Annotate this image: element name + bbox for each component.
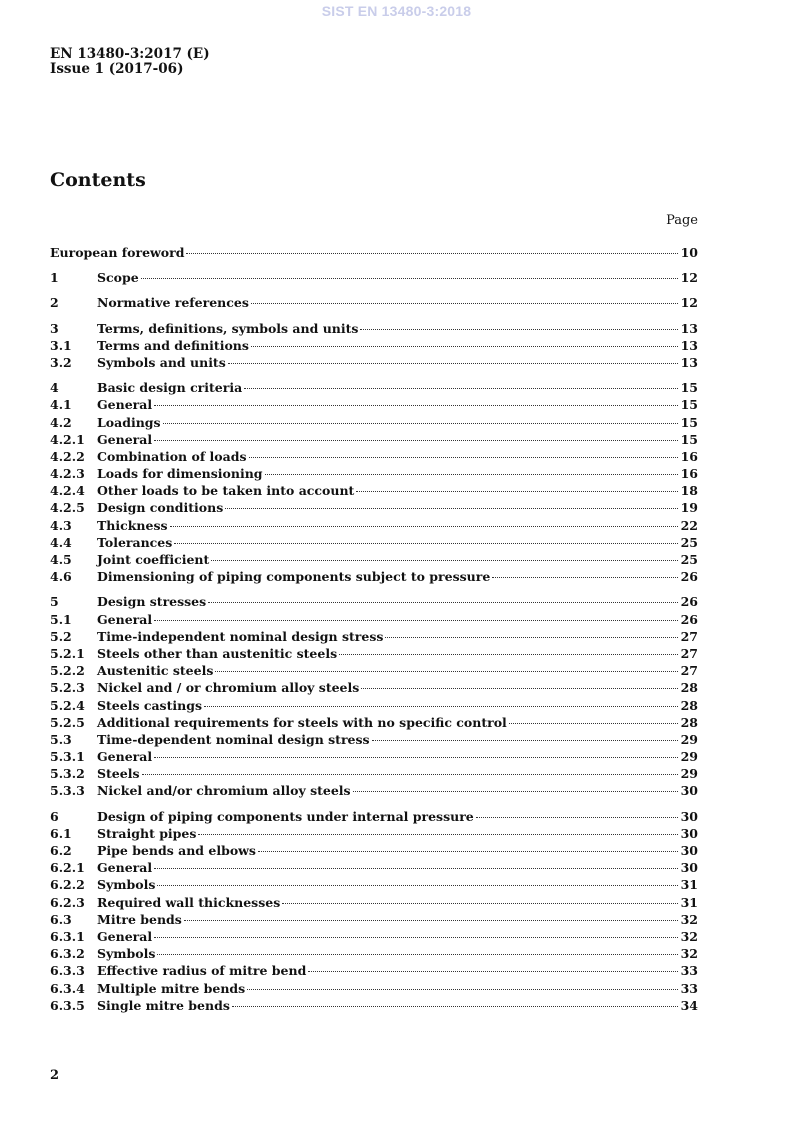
toc-entry-title: Tolerances bbox=[97, 534, 173, 550]
toc-entry-page-number: 15 bbox=[680, 397, 698, 413]
toc-entry-title: Terms, definitions, symbols and units bbox=[97, 320, 359, 336]
toc-entry[interactable] bbox=[50, 629, 698, 646]
toc-entry-number: 5.3.3 bbox=[50, 783, 85, 799]
toc-entry[interactable] bbox=[50, 500, 698, 517]
toc-entry[interactable] bbox=[50, 338, 698, 355]
toc-entry[interactable] bbox=[50, 380, 698, 397]
toc-dot-leader bbox=[476, 817, 678, 818]
toc-entry-page-number: 26 bbox=[680, 611, 698, 627]
toc-dot-leader bbox=[249, 457, 678, 458]
toc-dot-leader bbox=[208, 602, 678, 603]
toc-entry-page-number: 13 bbox=[680, 320, 698, 336]
toc-entry[interactable] bbox=[50, 663, 698, 680]
toc-dot-leader bbox=[244, 388, 678, 389]
toc-dot-leader bbox=[154, 440, 678, 441]
toc-entry-page-number: 25 bbox=[680, 534, 698, 550]
toc-entry-number: 6.2.3 bbox=[50, 894, 85, 910]
document-issue: Issue 1 (2017-06) bbox=[50, 61, 184, 77]
toc-entry[interactable] bbox=[50, 895, 698, 912]
toc-entry-title: Effective radius of mitre bend bbox=[97, 963, 307, 979]
toc-entry-title: Thickness bbox=[97, 517, 168, 533]
toc-entry-title: Single mitre bends bbox=[97, 997, 230, 1013]
toc-entry-title: Basic design criteria bbox=[97, 380, 243, 396]
toc-entry-page-number: 31 bbox=[680, 894, 698, 910]
toc-entry-number: 5 bbox=[50, 594, 59, 610]
toc-entry-title: Nickel and / or chromium alloy steels bbox=[97, 680, 360, 696]
toc-section-group bbox=[50, 295, 698, 312]
toc-entry[interactable] bbox=[50, 809, 698, 826]
toc-entry[interactable] bbox=[50, 998, 698, 1015]
toc-entry-title: Mitre bends bbox=[97, 911, 182, 927]
toc-dot-leader bbox=[308, 971, 678, 972]
page-column-label: Page bbox=[666, 213, 698, 228]
toc-entry-number: 4 bbox=[50, 380, 59, 396]
toc-entry-number: 4.5 bbox=[50, 552, 72, 567]
toc-entry[interactable] bbox=[50, 981, 698, 998]
toc-dot-leader bbox=[141, 278, 678, 279]
toc-entry-page-number: 27 bbox=[680, 645, 698, 661]
toc-entry-title: Time-dependent nominal design stress bbox=[97, 731, 370, 747]
toc-dot-leader bbox=[154, 868, 678, 869]
toc-entry-title: Pipe bends and elbows bbox=[97, 843, 256, 858]
toc-entry-title: Symbols bbox=[97, 946, 156, 962]
toc-entry-number: 5.2 bbox=[50, 628, 72, 644]
toc-entry-page-number: 29 bbox=[680, 731, 698, 747]
toc-entry-title: Required wall thicknesses bbox=[97, 894, 281, 910]
toc-entry-page-number: 33 bbox=[680, 963, 698, 979]
toc-entry-number: 6.1 bbox=[50, 825, 72, 841]
toc-dot-leader bbox=[247, 989, 678, 990]
toc-entry-page-number: 25 bbox=[680, 552, 698, 567]
toc-dot-leader bbox=[492, 577, 678, 578]
toc-entry-page-number: 28 bbox=[680, 680, 698, 696]
toc-entry-page-number: 29 bbox=[680, 766, 698, 782]
toc-entry-number: 4.1 bbox=[50, 397, 72, 413]
toc-dot-leader bbox=[258, 851, 678, 852]
toc-entry-page-number: 19 bbox=[680, 500, 698, 516]
toc-entry-title: Combination of loads bbox=[97, 448, 247, 464]
toc-entry-number: 6.2.1 bbox=[50, 860, 85, 876]
toc-entry-title: General bbox=[97, 928, 153, 944]
toc-dot-leader bbox=[142, 774, 679, 775]
toc-entry[interactable] bbox=[50, 552, 698, 569]
footer-page-number: 2 bbox=[50, 1068, 60, 1083]
toc-dot-leader bbox=[251, 346, 678, 347]
toc-dot-leader bbox=[356, 491, 678, 492]
toc-entry-title: Multiple mitre bends bbox=[97, 980, 246, 996]
toc-dot-leader bbox=[265, 474, 678, 475]
toc-entry[interactable] bbox=[50, 912, 698, 929]
toc-entry-page-number: 26 bbox=[680, 594, 698, 610]
toc-entry-title: Joint coefficient bbox=[97, 552, 210, 567]
toc-entry-page-number: 15 bbox=[680, 414, 698, 430]
toc-dot-leader bbox=[204, 706, 678, 707]
toc-entry-title: Nickel and/or chromium alloy steels bbox=[97, 783, 351, 799]
toc-dot-leader bbox=[225, 508, 678, 509]
toc-entry-page-number: 22 bbox=[680, 517, 698, 533]
toc-entry-title: General bbox=[97, 397, 153, 413]
toc-entry-title: Additional requirements for steels with no specific control bbox=[97, 714, 507, 730]
toc-entry-title: Straight pipes bbox=[97, 825, 197, 841]
toc-entry-page-number: 27 bbox=[680, 628, 698, 644]
toc-entry-page-number: 30 bbox=[680, 825, 698, 841]
toc-entry-number: 4.2.5 bbox=[50, 500, 85, 516]
toc-dot-leader bbox=[154, 937, 678, 938]
toc-entry-title: Time-independent nominal design stress bbox=[97, 628, 384, 644]
toc-entry-title: Normative references bbox=[97, 295, 249, 311]
toc-entry[interactable] bbox=[50, 680, 698, 697]
toc-entry-number: 5.3.1 bbox=[50, 749, 85, 765]
toc-entry[interactable] bbox=[50, 397, 698, 414]
toc-entry-title: Loadings bbox=[97, 414, 161, 430]
toc-dot-leader bbox=[215, 671, 678, 672]
toc-entry-number: 5.2.3 bbox=[50, 680, 85, 696]
toc-entry[interactable] bbox=[50, 270, 698, 287]
toc-entry-page-number: 31 bbox=[680, 877, 698, 893]
toc-entry-number: 3 bbox=[50, 320, 59, 336]
toc-entry[interactable] bbox=[50, 929, 698, 946]
toc-entry-number: 4.2.2 bbox=[50, 448, 85, 464]
toc-entry[interactable] bbox=[50, 766, 698, 783]
toc-entry-page-number: 27 bbox=[680, 663, 698, 679]
toc-entry[interactable] bbox=[50, 321, 698, 338]
toc-dot-leader bbox=[385, 637, 678, 638]
toc-entry-number: 3.2 bbox=[50, 354, 72, 370]
toc-entry-page-number: 32 bbox=[680, 911, 698, 927]
toc-entry-number: 4.4 bbox=[50, 534, 72, 550]
toc-entry-title: Terms and definitions bbox=[97, 337, 249, 353]
toc-entry[interactable] bbox=[50, 295, 698, 312]
toc-entry-number: 4.2.4 bbox=[50, 483, 85, 499]
toc-entry-page-number: 16 bbox=[680, 448, 698, 464]
toc-entry-number: 2 bbox=[50, 295, 59, 311]
toc-entry-number: 6 bbox=[50, 808, 59, 824]
toc-entry-number: 6.3 bbox=[50, 911, 72, 927]
toc-dot-leader bbox=[211, 560, 678, 561]
toc-entry-title: Design conditions bbox=[97, 500, 224, 516]
toc-dot-leader bbox=[282, 903, 678, 904]
toc-dot-leader bbox=[154, 620, 678, 621]
toc-entry-number: 6.2.2 bbox=[50, 877, 85, 893]
toc-entry[interactable] bbox=[50, 466, 698, 483]
toc-entry-number: 6.3.4 bbox=[50, 980, 85, 996]
toc-entry-title: Scope bbox=[97, 270, 139, 286]
toc-section-group bbox=[50, 809, 698, 1015]
toc-entry-number: 4.3 bbox=[50, 517, 72, 533]
toc-entry-page-number: 15 bbox=[680, 431, 698, 447]
toc-entry[interactable] bbox=[50, 612, 698, 629]
toc-entry[interactable] bbox=[50, 963, 698, 980]
toc-entry[interactable] bbox=[50, 646, 698, 663]
toc-entry[interactable] bbox=[50, 826, 698, 843]
toc-dot-leader bbox=[232, 1006, 678, 1007]
toc-dot-leader bbox=[157, 885, 678, 886]
toc-entry-number: 6.3.5 bbox=[50, 997, 85, 1013]
toc-entry-number: 6.3.3 bbox=[50, 963, 85, 979]
toc-dot-leader bbox=[228, 363, 678, 364]
toc-entry[interactable] bbox=[50, 732, 698, 749]
toc-entry[interactable] bbox=[50, 535, 698, 552]
toc-entry-page-number: 32 bbox=[680, 928, 698, 944]
toc-entry-number: 5.3 bbox=[50, 731, 72, 747]
toc-entry[interactable] bbox=[50, 783, 698, 800]
toc-entry-page-number: 18 bbox=[680, 483, 698, 499]
toc-entry-page-number: 33 bbox=[680, 980, 698, 996]
toc-entry-title: Design of piping components under internal pressure bbox=[97, 808, 474, 824]
toc-entry-number: 4.2.3 bbox=[50, 466, 85, 482]
toc-entry-page-number: 30 bbox=[680, 843, 698, 858]
toc-dot-leader bbox=[163, 423, 678, 424]
toc-entry-page-number: 13 bbox=[680, 337, 698, 353]
toc-entry-title: General bbox=[97, 749, 153, 765]
toc-entry[interactable] bbox=[50, 355, 698, 372]
toc-entry-number: 4.6 bbox=[50, 569, 72, 585]
document-reference: EN 13480-3:2017 (E) bbox=[50, 46, 210, 62]
toc-entry-page-number: 30 bbox=[680, 860, 698, 876]
toc-entry-page-number: 12 bbox=[680, 270, 698, 286]
toc-entry-title: Austenitic steels bbox=[97, 663, 214, 679]
toc-entry[interactable] bbox=[50, 843, 698, 860]
toc-section-group bbox=[50, 270, 698, 287]
toc-dot-leader bbox=[353, 791, 678, 792]
toc-entry-page-number: 12 bbox=[680, 295, 698, 311]
toc-entry-title: Loads for dimensioning bbox=[97, 466, 263, 482]
toc-entry-page-number: 15 bbox=[680, 380, 698, 396]
toc-entry[interactable] bbox=[50, 749, 698, 766]
toc-entry-title: Steels castings bbox=[97, 697, 202, 713]
toc-entry-page-number: 13 bbox=[680, 354, 698, 370]
toc-entry-page-number: 32 bbox=[680, 946, 698, 962]
toc-entry[interactable] bbox=[50, 245, 698, 262]
toc-entry-title: General bbox=[97, 860, 153, 876]
toc-entry-page-number: 26 bbox=[680, 569, 698, 585]
toc-entry-title: Steels other than austenitic steels bbox=[97, 645, 338, 661]
toc-entry-page-number: 28 bbox=[680, 697, 698, 713]
toc-dot-leader bbox=[154, 405, 678, 406]
toc-entry-title: Other loads to be taken into account bbox=[97, 483, 355, 499]
toc-entry-number: 3.1 bbox=[50, 337, 72, 353]
toc-entry-number: 6.3.2 bbox=[50, 946, 85, 962]
toc-dot-leader bbox=[198, 834, 678, 835]
toc-entry[interactable] bbox=[50, 432, 698, 449]
toc-entry[interactable] bbox=[50, 594, 698, 611]
toc-entry[interactable] bbox=[50, 483, 698, 500]
toc-entry-page-number: 34 bbox=[680, 997, 698, 1013]
toc-section-group bbox=[50, 245, 698, 262]
toc-dot-leader bbox=[186, 253, 678, 254]
toc-entry[interactable] bbox=[50, 946, 698, 963]
toc-entry-page-number: 10 bbox=[680, 245, 698, 260]
toc-entry-page-number: 30 bbox=[680, 808, 698, 824]
toc-entry[interactable] bbox=[50, 715, 698, 732]
toc-entry-number: 6.3.1 bbox=[50, 928, 85, 944]
table-of-contents bbox=[50, 245, 698, 1023]
toc-dot-leader bbox=[154, 757, 678, 758]
toc-entry-page-number: 16 bbox=[680, 466, 698, 482]
toc-entry-page-number: 28 bbox=[680, 714, 698, 730]
toc-entry-number: 4.2.1 bbox=[50, 431, 85, 447]
toc-entry-page-number: 29 bbox=[680, 749, 698, 765]
toc-entry-title: Design stresses bbox=[97, 594, 207, 610]
toc-entry[interactable] bbox=[50, 518, 698, 535]
toc-dot-leader bbox=[157, 954, 678, 955]
toc-entry-number: 1 bbox=[50, 270, 59, 286]
toc-section-group bbox=[50, 594, 698, 800]
toc-entry-number: 5.2.4 bbox=[50, 697, 85, 713]
toc-entry-page-number: 30 bbox=[680, 783, 698, 799]
toc-dot-leader bbox=[361, 688, 678, 689]
toc-dot-leader bbox=[170, 526, 678, 527]
document-header bbox=[50, 47, 210, 77]
toc-entry-title: Symbols bbox=[97, 877, 156, 893]
toc-entry-title: General bbox=[97, 431, 153, 447]
toc-entry-title: Dimensioning of piping components subject to pressure bbox=[97, 569, 491, 585]
toc-entry-title: General bbox=[97, 611, 153, 627]
toc-dot-leader bbox=[360, 329, 678, 330]
toc-entry-number: 5.3.2 bbox=[50, 766, 85, 782]
watermark-text: SIST EN 13480-3:2018 bbox=[321, 3, 472, 19]
toc-dot-leader bbox=[184, 920, 678, 921]
toc-entry-title: Steels bbox=[97, 766, 140, 782]
toc-entry-number: 5.2.2 bbox=[50, 663, 85, 679]
toc-entry-number: 4.2 bbox=[50, 414, 72, 430]
toc-entry-number: 5.2.1 bbox=[50, 645, 85, 661]
toc-entry[interactable] bbox=[50, 698, 698, 715]
toc-entry-title: Symbols and units bbox=[97, 354, 226, 370]
toc-entry-number: 5.1 bbox=[50, 611, 72, 627]
page-title: Contents bbox=[50, 169, 146, 191]
toc-entry[interactable] bbox=[50, 877, 698, 894]
toc-dot-leader bbox=[251, 303, 678, 304]
toc-entry[interactable] bbox=[50, 449, 698, 466]
toc-section-group bbox=[50, 321, 698, 373]
toc-entry[interactable] bbox=[50, 860, 698, 877]
toc-entry-title: European foreword bbox=[50, 245, 185, 260]
toc-dot-leader bbox=[174, 543, 678, 544]
toc-entry-number: 6.2 bbox=[50, 843, 72, 858]
toc-section-group bbox=[50, 380, 698, 586]
toc-dot-leader bbox=[339, 654, 678, 655]
toc-dot-leader bbox=[372, 740, 678, 741]
toc-entry[interactable] bbox=[50, 415, 698, 432]
toc-entry[interactable] bbox=[50, 569, 698, 586]
toc-entry-number: 5.2.5 bbox=[50, 714, 85, 730]
toc-dot-leader bbox=[509, 723, 678, 724]
